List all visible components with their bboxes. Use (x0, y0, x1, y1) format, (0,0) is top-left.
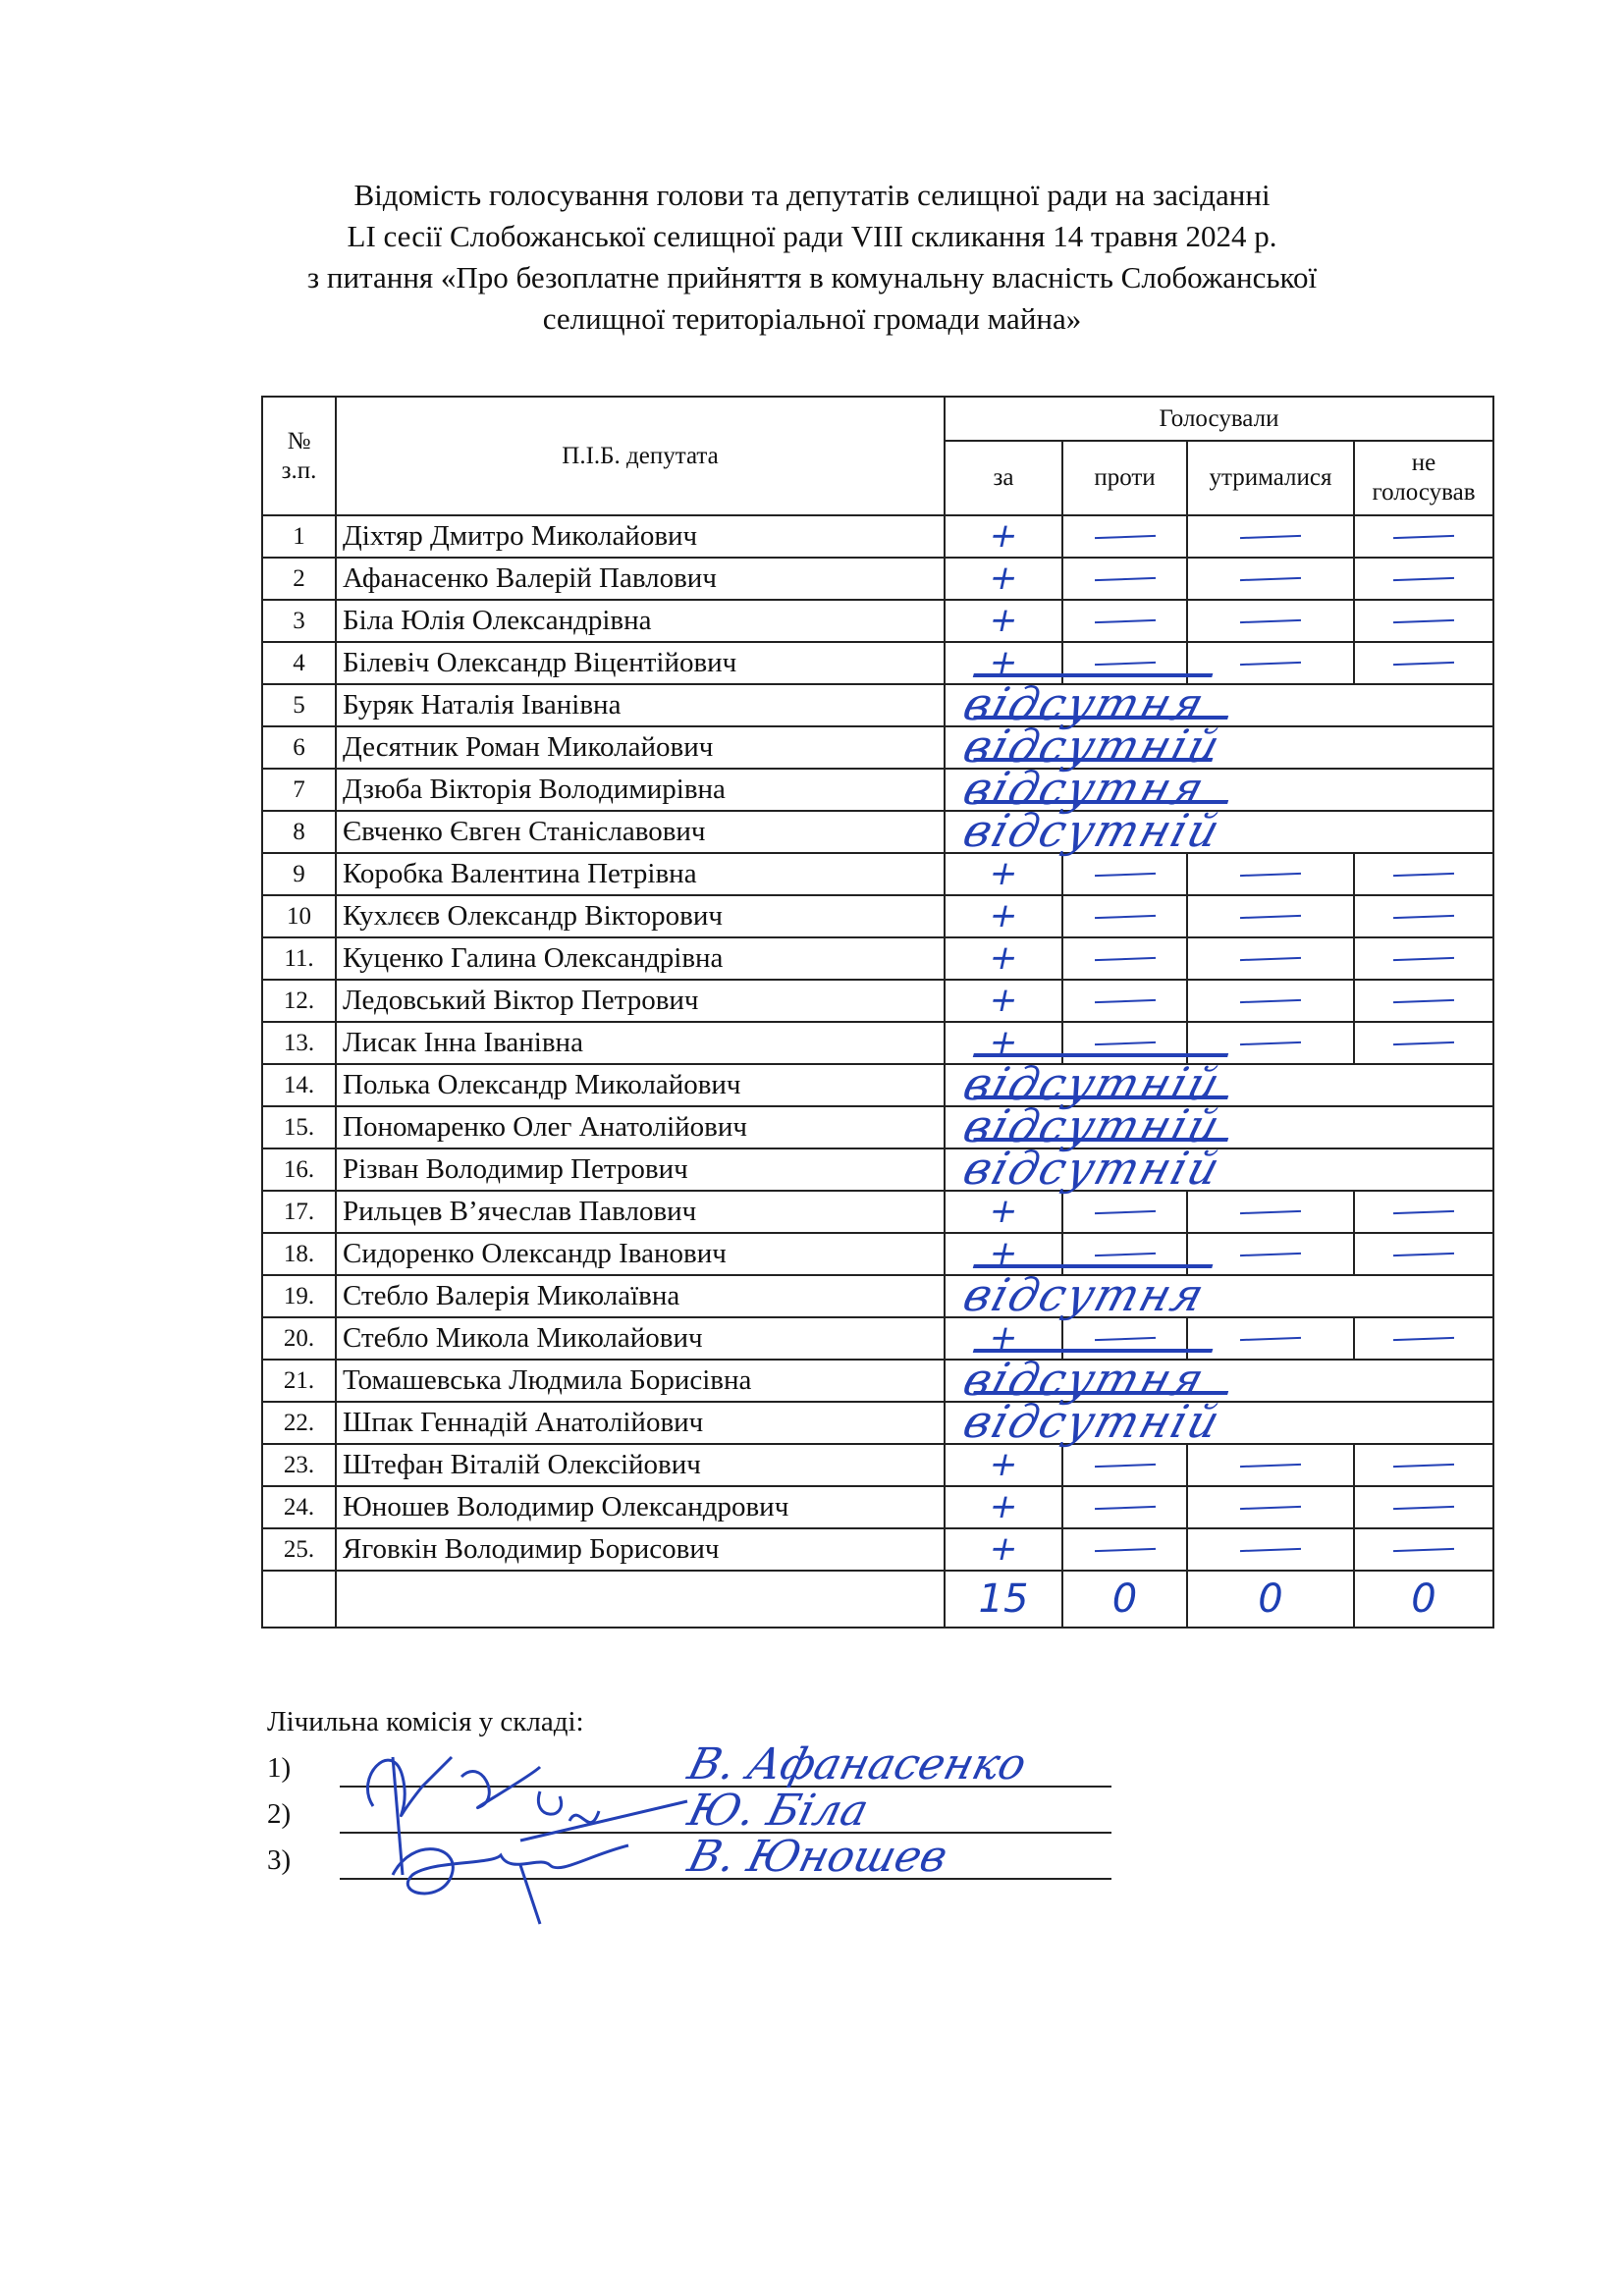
vote-against-cell (1062, 1444, 1187, 1486)
vote-against-cell (1062, 980, 1187, 1022)
dash-mark (1240, 999, 1301, 1003)
not-voted-header (1354, 441, 1493, 515)
name-header: П.І.Б. депутата (336, 397, 945, 515)
dash-mark (1094, 619, 1155, 623)
table-row (262, 853, 1493, 895)
row-number: 11. (262, 937, 336, 980)
vote-against-cell (1062, 600, 1187, 642)
dash-mark (1240, 873, 1301, 877)
dash-mark (1393, 1041, 1454, 1045)
dash-mark (1240, 535, 1301, 539)
title-line-4: селищної територіальної громади майна» (542, 301, 1082, 336)
row-number: 9 (262, 853, 336, 895)
num-header-line1: № (287, 427, 311, 454)
voted-header: Голосували (945, 397, 1493, 441)
plus-mark: + (985, 515, 1022, 556)
vote-abstained-cell (1187, 642, 1354, 684)
total-not-voted: 0 (1354, 1571, 1493, 1628)
num-header (262, 397, 336, 515)
dash-mark (1393, 619, 1454, 623)
vote-against-cell (1062, 895, 1187, 937)
vote-for-cell (945, 1191, 1062, 1233)
not-voted-header-line1: не (1411, 450, 1436, 476)
dash-mark (1094, 662, 1155, 666)
vote-for-cell (945, 937, 1062, 980)
table-row (262, 1444, 1493, 1486)
row-number: 14. (262, 1064, 336, 1106)
deputy-name: Яговкін Володимир Борисович (336, 1528, 945, 1571)
dash-mark (1393, 1548, 1454, 1552)
table-row (262, 684, 1493, 726)
table-row (262, 1191, 1493, 1233)
vote-against-cell (1062, 1528, 1187, 1571)
dash-mark (1240, 1464, 1301, 1468)
title-line-1: Відомість голосування голови та депутатів селищної ради на засіданні (353, 178, 1271, 212)
deputy-name: Буряк Наталія Іванівна (336, 684, 945, 726)
plus-mark: + (985, 1444, 1022, 1484)
plus-mark: + (985, 1486, 1022, 1526)
vote-abstained-cell (1187, 1191, 1354, 1233)
vote-not-voted-cell (1354, 1317, 1493, 1360)
deputy-name: Стебло Микола Миколайович (336, 1317, 945, 1360)
member-number: 3) (267, 1844, 292, 1876)
row-number: 17. (262, 1191, 336, 1233)
absent-mark: відсутня (957, 762, 1213, 815)
total-abstained: 0 (1187, 1571, 1354, 1628)
num-header-line2: з.п. (281, 456, 317, 484)
plus-mark: + (985, 1317, 1022, 1358)
vote-abstained-cell (1187, 1528, 1354, 1571)
dash-mark (1094, 535, 1155, 539)
title-line-2: LI сесії Слобожанської селищної ради VIII скликання 14 травня 2024 р. (347, 219, 1277, 253)
absent-mark: відсутня (957, 1268, 1213, 1321)
row-number: 20. (262, 1317, 336, 1360)
dash-mark (1094, 957, 1155, 961)
dash-mark (1393, 662, 1454, 666)
row-number: 22. (262, 1402, 336, 1444)
dash-mark (1393, 1337, 1454, 1341)
table-row (262, 1106, 1493, 1148)
table-row (262, 642, 1493, 684)
dash-mark (1240, 662, 1301, 666)
dash-mark (1393, 957, 1454, 961)
absent-mark: відсутній (957, 1099, 1228, 1152)
table-row (262, 515, 1493, 558)
deputy-name: Різван Володимир Петрович (336, 1148, 945, 1191)
deputy-name: Дзюба Вікторія Володимирівна (336, 769, 945, 811)
absent-mark: відсутній (957, 720, 1228, 773)
dash-mark (1240, 1548, 1301, 1552)
vote-abstained-cell (1187, 600, 1354, 642)
deputy-name: Полька Олександр Миколайович (336, 1064, 945, 1106)
vote-for-cell (945, 558, 1062, 600)
deputy-name: Ледовський Віктор Петрович (336, 980, 945, 1022)
table-row (262, 1486, 1493, 1528)
absent-mark: відсутній (957, 1057, 1228, 1110)
vote-abstained-cell (1187, 515, 1354, 558)
dash-mark (1393, 1464, 1454, 1468)
vote-for-cell (945, 1444, 1062, 1486)
vote-for-cell (945, 980, 1062, 1022)
deputy-name: Штефан Віталій Олексійович (336, 1444, 945, 1486)
deputy-name: Діхтяр Дмитро Миколайович (336, 515, 945, 558)
row-number: 7 (262, 769, 336, 811)
vote-against-cell (1062, 937, 1187, 980)
row-number: 10 (262, 895, 336, 937)
table-row (262, 1317, 1493, 1360)
row-number: 1 (262, 515, 336, 558)
deputy-name: Білевіч Олександр Віцентійович (336, 642, 945, 684)
deputy-name: Стебло Валерія Миколаївна (336, 1275, 945, 1317)
vote-abstained-cell (1187, 1444, 1354, 1486)
row-number: 16. (262, 1148, 336, 1191)
deputy-name: Біла Юлія Олександрівна (336, 600, 945, 642)
abstained-header: утрималися (1187, 441, 1354, 515)
vote-not-voted-cell (1354, 980, 1493, 1022)
member-number: 1) (267, 1752, 292, 1784)
for-header: за (945, 441, 1062, 515)
totals-row (262, 1571, 1493, 1628)
vote-for-cell (945, 515, 1062, 558)
not-voted-header-line2: голосував (1372, 479, 1476, 506)
vote-abstained-cell (1187, 558, 1354, 600)
dash-mark (1094, 873, 1155, 877)
vote-not-voted-cell (1354, 1233, 1493, 1275)
vote-abstained-cell (1187, 1486, 1354, 1528)
row-number: 13. (262, 1022, 336, 1064)
table-row (262, 1022, 1493, 1064)
row-number: 12. (262, 980, 336, 1022)
row-number: 6 (262, 726, 336, 769)
dash-mark (1094, 1337, 1155, 1341)
document-title (0, 175, 1624, 340)
absent-mark: відсутній (957, 1395, 1228, 1448)
member-name: Ю. Біла (682, 1786, 874, 1836)
plus-mark: + (985, 1022, 1022, 1062)
dash-mark (1240, 1041, 1301, 1045)
row-number: 3 (262, 600, 336, 642)
vote-not-voted-cell (1354, 895, 1493, 937)
absent-mark: відсутній (957, 804, 1228, 857)
deputy-name: Афанасенко Валерій Павлович (336, 558, 945, 600)
dash-mark (1240, 577, 1301, 581)
vote-for-cell (945, 1528, 1062, 1571)
row-number: 19. (262, 1275, 336, 1317)
plus-mark: + (985, 980, 1022, 1020)
dash-mark (1240, 1253, 1301, 1256)
vote-abstained-cell (1187, 1233, 1354, 1275)
table-row (262, 937, 1493, 980)
member-name: В. Афанасенко (682, 1739, 1032, 1789)
row-number: 18. (262, 1233, 336, 1275)
absent-mark: відсутня (957, 1353, 1213, 1406)
dash-mark (1094, 915, 1155, 919)
deputy-name: Лисак Інна Іванівна (336, 1022, 945, 1064)
table-row (262, 600, 1493, 642)
absent-cell (945, 1268, 1493, 1321)
deputy-name: Юношев Володимир Олександрович (336, 1486, 945, 1528)
absent-mark: відсутній (957, 1142, 1228, 1195)
dash-mark (1393, 1506, 1454, 1510)
deputy-name: Томашевська Людмила Борисівна (336, 1360, 945, 1402)
table-row (262, 1528, 1493, 1571)
dash-mark (1094, 1506, 1155, 1510)
vote-abstained-cell (1187, 980, 1354, 1022)
row-number: 15. (262, 1106, 336, 1148)
table-row (262, 1148, 1493, 1191)
dash-mark (1240, 957, 1301, 961)
commission-label: Лічильна комісія у складі: (267, 1706, 584, 1737)
deputy-name: Коробка Валентина Петрівна (336, 853, 945, 895)
absent-cell (945, 804, 1493, 857)
dash-mark (1393, 577, 1454, 581)
dash-mark (1240, 915, 1301, 919)
vote-not-voted-cell (1354, 853, 1493, 895)
dash-mark (1094, 1464, 1155, 1468)
absent-cell (945, 1395, 1493, 1448)
row-number: 8 (262, 811, 336, 853)
against-header: проти (1062, 441, 1187, 515)
vote-against-cell (1062, 1191, 1187, 1233)
vote-not-voted-cell (1354, 1022, 1493, 1064)
title-line-3: з питання «Про безоплатне прийняття в комунальну власність Слобожанської (306, 260, 1318, 294)
deputy-name: Євченко Євген Станіславович (336, 811, 945, 853)
vote-abstained-cell (1187, 937, 1354, 980)
row-number: 5 (262, 684, 336, 726)
deputy-name: Пономаренко Олег Анатолійович (336, 1106, 945, 1148)
deputy-name: Шпак Геннадій Анатолійович (336, 1402, 945, 1444)
vote-against-cell (1062, 1486, 1187, 1528)
absent-mark: відсутня (957, 677, 1213, 730)
dash-mark (1393, 1210, 1454, 1214)
deputy-name: Кухлєєв Олександр Вікторович (336, 895, 945, 937)
voting-table (261, 396, 1494, 1629)
dash-mark (1393, 873, 1454, 877)
vote-for-cell (945, 895, 1062, 937)
deputy-name: Куценко Галина Олександрівна (336, 937, 945, 980)
deputy-name: Десятник Роман Миколайович (336, 726, 945, 769)
table-row (262, 1233, 1493, 1275)
member-name: В. Юношев (682, 1832, 952, 1882)
member-number: 2) (267, 1798, 292, 1830)
vote-not-voted-cell (1354, 1191, 1493, 1233)
totals-name-cell (336, 1571, 945, 1628)
plus-mark: + (985, 558, 1022, 598)
table-row (262, 980, 1493, 1022)
plus-mark: + (985, 895, 1022, 935)
dash-mark (1393, 999, 1454, 1003)
dash-mark (1094, 999, 1155, 1003)
vote-not-voted-cell (1354, 1486, 1493, 1528)
totals-num-cell (262, 1571, 336, 1628)
vote-not-voted-cell (1354, 600, 1493, 642)
table-row (262, 895, 1493, 937)
dash-mark (1094, 1253, 1155, 1256)
vote-not-voted-cell (1354, 1528, 1493, 1571)
dash-mark (1240, 1337, 1301, 1341)
plus-mark: + (985, 1191, 1022, 1231)
plus-mark: + (985, 642, 1022, 682)
deputy-name: Рильцев В’ячеслав Павлович (336, 1191, 945, 1233)
row-number: 24. (262, 1486, 336, 1528)
dash-mark (1240, 619, 1301, 623)
table-row (262, 769, 1493, 811)
vote-not-voted-cell (1354, 642, 1493, 684)
plus-mark: + (985, 853, 1022, 893)
total-for: 15 (945, 1571, 1062, 1628)
vote-abstained-cell (1187, 895, 1354, 937)
vote-not-voted-cell (1354, 1444, 1493, 1486)
row-number: 4 (262, 642, 336, 684)
dash-mark (1094, 1210, 1155, 1214)
dash-mark (1393, 535, 1454, 539)
plus-mark: + (985, 600, 1022, 640)
dash-mark (1393, 915, 1454, 919)
deputy-name: Сидоренко Олександр Іванович (336, 1233, 945, 1275)
vote-for-cell (945, 600, 1062, 642)
vote-for-cell (945, 853, 1062, 895)
dash-mark (1094, 577, 1155, 581)
vote-against-cell (1062, 853, 1187, 895)
table-row (262, 1064, 1493, 1106)
table-row (262, 1360, 1493, 1402)
table-row (262, 558, 1493, 600)
vote-for-cell (945, 1486, 1062, 1528)
absent-cell (945, 1142, 1493, 1195)
dash-mark (1094, 1041, 1155, 1045)
vote-not-voted-cell (1354, 558, 1493, 600)
plus-mark: + (985, 937, 1022, 978)
row-number: 25. (262, 1528, 336, 1571)
dash-mark (1240, 1210, 1301, 1214)
table-row (262, 726, 1493, 769)
signature-3 (373, 1826, 648, 1934)
table-row (262, 811, 1493, 853)
dash-mark (1094, 1548, 1155, 1552)
vote-against-cell (1062, 558, 1187, 600)
row-number: 23. (262, 1444, 336, 1486)
row-number: 21. (262, 1360, 336, 1402)
dash-mark (1240, 1506, 1301, 1510)
dash-mark (1393, 1253, 1454, 1256)
plus-mark: + (985, 1528, 1022, 1569)
vote-abstained-cell (1187, 853, 1354, 895)
table-row (262, 1275, 1493, 1317)
total-against: 0 (1062, 1571, 1187, 1628)
row-number: 2 (262, 558, 336, 600)
vote-not-voted-cell (1354, 937, 1493, 980)
vote-abstained-cell (1187, 1317, 1354, 1360)
vote-against-cell (1062, 515, 1187, 558)
vote-not-voted-cell (1354, 515, 1493, 558)
table-row (262, 1402, 1493, 1444)
plus-mark: + (985, 1233, 1022, 1273)
